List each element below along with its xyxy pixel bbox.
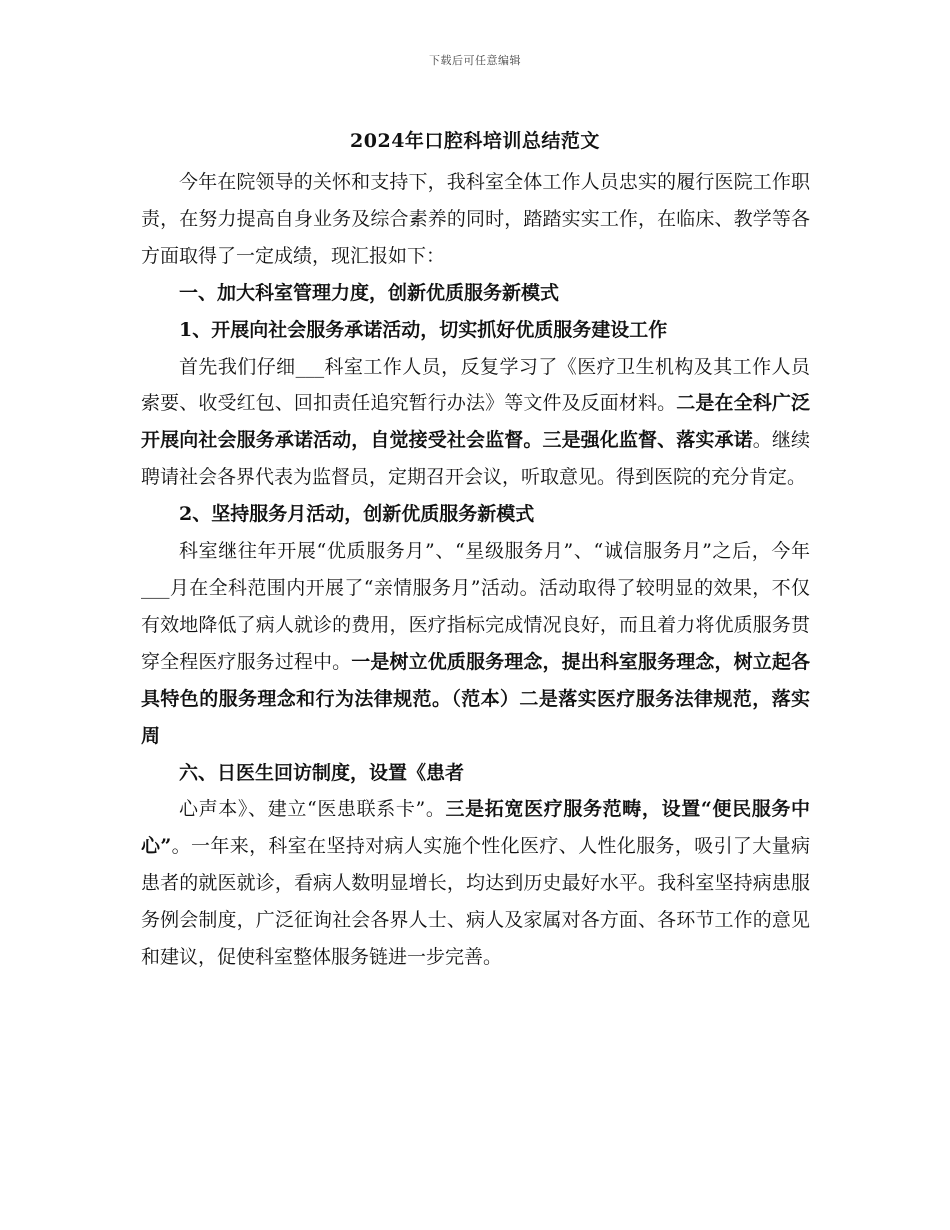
subsection-1-text-b: 。继续聘请社会各界代表为监督员，定期召开会议，听取意见。得到医院的充分肯定。 — [141, 429, 810, 489]
document-body — [141, 164, 810, 976]
subsection-heading-2: 2、坚持服务月活动，创新优质服务新模式 — [179, 503, 535, 526]
section-heading-6: 六、日医生回访制度，设置《患者 — [179, 761, 465, 784]
section-6-paragraph — [141, 791, 810, 976]
subsection-heading-1: 1、开展向社会服务承诺活动，切实抓好优质服务建设工作 — [179, 318, 668, 341]
subsection-2-text-bold: 一是树立优质服务理念，提出科室服务理念，树立起各具特色的服务理念和行为法律规范。（范本）二是落实医疗服务法律规范，落实周 — [141, 650, 810, 747]
page-header-note: 下载后可任意编辑 — [429, 54, 521, 67]
section-6-text-bold: 三是拓宽医疗服务范畴，设置“便民服务中心” — [141, 798, 810, 858]
section-heading-1: 一、加大科室管理力度，创新优质服务新模式 — [179, 281, 560, 304]
subsection-2-paragraph — [141, 533, 810, 754]
intro-paragraph: 今年在院领导的关怀和支持下，我科室全体工作人员忠实的履行医院工作职责，在努力提高自身业务及综合素养的同时，踏踏实实工作，在临床、教学等各方面取得了一定成绩，现汇报如下： — [141, 171, 810, 267]
section-6-text-a: 心声本》、建立“医患联系卡”。 — [179, 798, 446, 821]
subsection-1-text-bold: 二是在全科广泛开展向社会服务承诺活动，自觉接受社会监督。三是强化监督、落实承诺 — [141, 392, 810, 452]
section-6-text-b: 。一年来，科室在坚持对病人实施个性化医疗、人性化服务，吸引了大量病患者的就医就诊，看病人数明显增长，均达到历史最好水平。我科室坚持病患服务例会制度，广泛征询社会各界人士、病人及家属对各方面、各环节工作的意见和建议，促使科室整体服务链进一步完善。 — [141, 835, 810, 969]
subsection-1-paragraph — [141, 349, 810, 497]
subsection-1-text-a: 首先我们仔细___科室工作人员，反复学习了《医疗卫生机构及其工作人员索要、收受红包、回扣责任追究暂行办法》等文件及反面材料。 — [141, 355, 810, 415]
subsection-2-text-a: 科室继往年开展“优质服务月”、“星级服务月”、“诚信服务月”之后，今年___月在全科范围内开展了“亲情服务月”活动。活动取得了较明显的效果，不仅有效地降低了病人就诊的费用，医疗指标完成情况良好，而且着力将优质服务贯穿全程医疗服务过程中。 — [141, 540, 810, 673]
document-title: 2024年口腔科培训总结范文 — [350, 130, 600, 152]
